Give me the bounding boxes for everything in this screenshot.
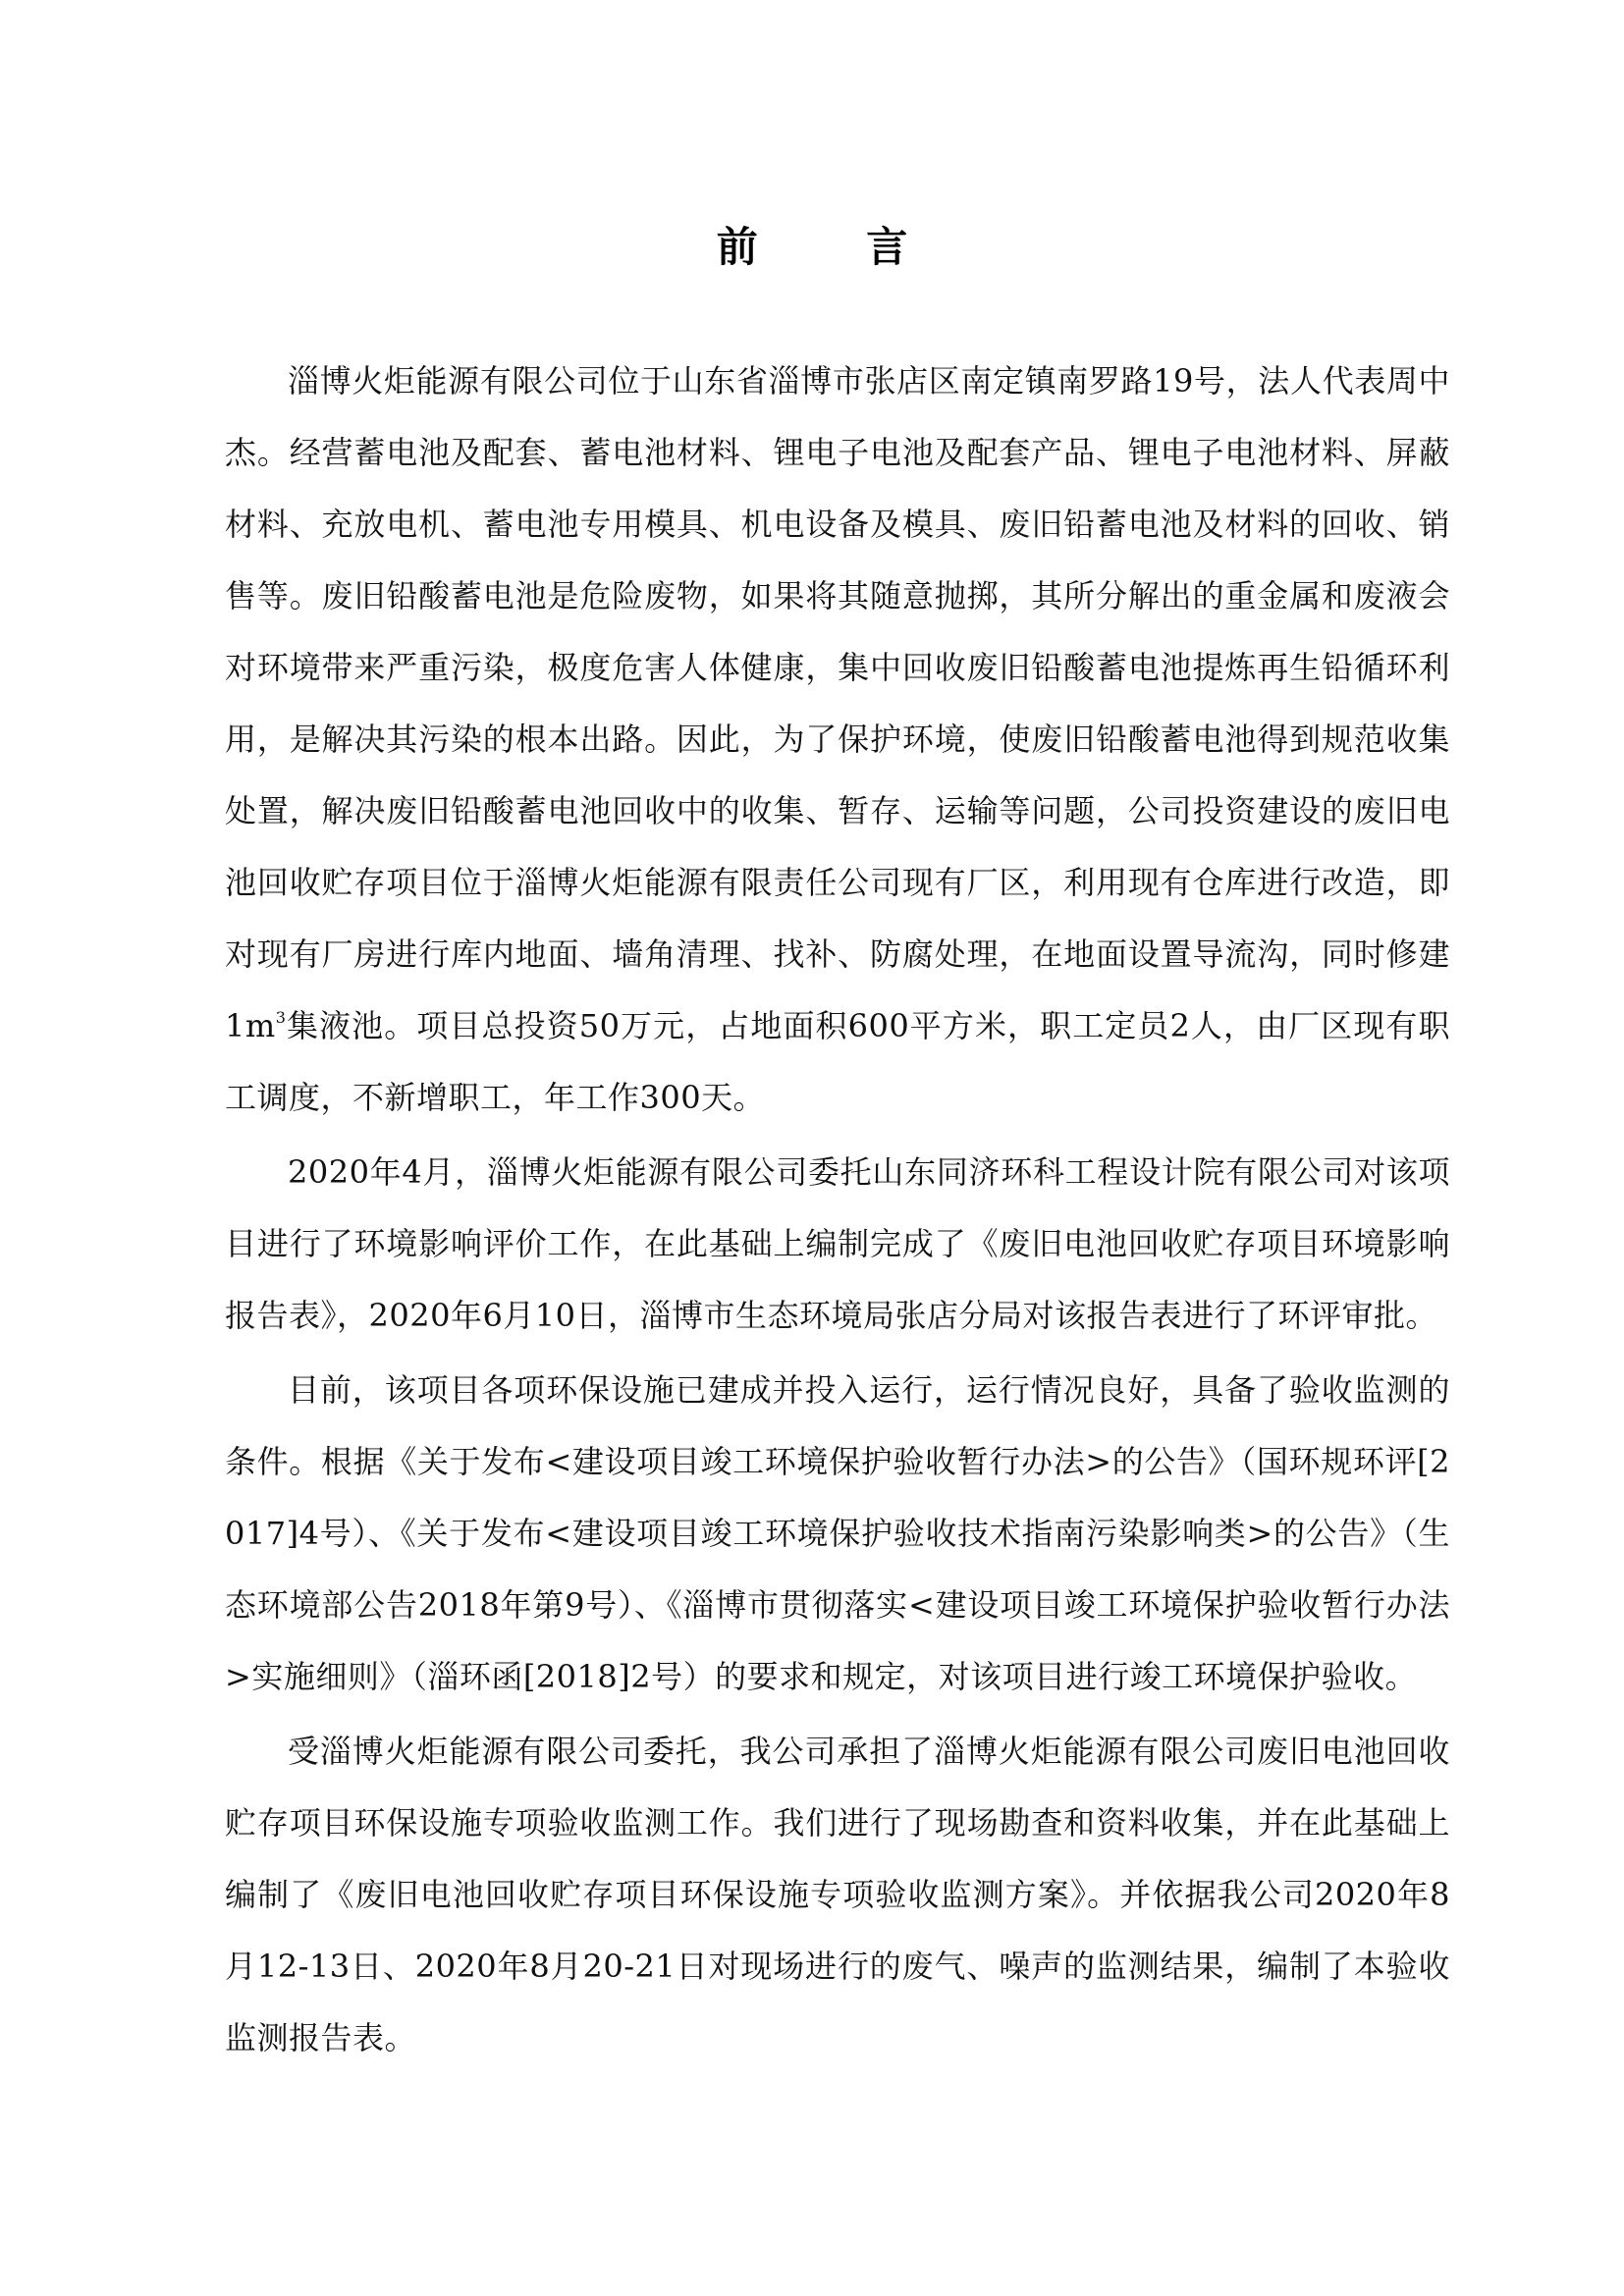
paragraph-monitoring-work: 受淄博火炬能源有限公司委托，我公司承担了淄博火炬能源有限公司废旧电池回收贮存项目环保设施专项验收监测工作。我们进行了现场勘查和资料收集，并在此基础上编制了《废旧电池回收贮存项目环保设施专项验收监测方案》。并依据我公司2020年8月12-13日、2020年8月20-21日对现场进行的废气、噪声的监测结果，编制了本验收监测报告表。 — [225, 1733, 1450, 2056]
paragraph-1-text-continued: 集液池。项目总投资50万元，占地面积600平方米，职工定员2人，由厂区现有职工调度，不新增职工，年工作300天。 — [225, 1007, 1450, 1116]
document-body — [225, 346, 1450, 2077]
paragraph-project-overview — [225, 346, 1450, 1134]
page-title: 前 言 — [716, 223, 955, 271]
paragraph-1-text: 淄博火炬能源有限公司位于山东省淄博市张店区南定镇南罗路19号，法人代表周中杰。经营蓄电池及配套、蓄电池材料、锂电子电池及配套产品、锂电子电池材料、屏蔽材料、充放电机、蓄电池专用模具、机电设备及模具、废旧铅蓄电池及材料的回收、销售等。废旧铅酸蓄电池是危险废物，如果将其随意抛掷，其所分解出的重金属和废液会对环境带来严重污染，极度危害人体健康，集中回收废旧铅酸蓄电池提炼再生铅循环利用，是解决其污染的根本出路。因此，为了保护环境，使废旧铅酸蓄电池得到规范收集处置，解决废旧铅酸蓄电池回收中的收集、暂存、运输等问题，公司投资建设的废旧电池回收贮存项目位于淄博火炬能源有限责任公司现有厂区，利用现有仓库进行改造，即对现有厂房进行库内地面、墙角清理、找补、防腐处理，在地面设置导流沟，同时修建1m — [225, 362, 1450, 1044]
cubic-meter-superscript: 3 — [275, 1008, 287, 1027]
paragraph-eia-history: 2020年4月，淄博火炬能源有限公司委托山东同济环科工程设计院有限公司对该项目进行了环境影响评价工作，在此基础上编制完成了《废旧电池回收贮存项目环境影响报告表》，2020年6月10日，淄博市生态环境局张店分局对该报告表进行了环评审批。 — [225, 1153, 1450, 1334]
paragraph-acceptance-basis: 目前，该项目各项环保设施已建成并投入运行，运行情况良好，具备了验收监测的条件。根据《关于发布<建设项目竣工环境保护验收暂行办法>的公告》（国环规环评[2017]4号）、《关于发布<建设项目竣工环境保护验收技术指南污染影响类>的公告》（生态环境部公告2018年第9号）、《淄博市贯彻落实<建设项目竣工环境保护验收暂行办法>实施细则》（淄环函[2018]2号）的要求和规定，对该项目进行竣工环境保护验收。 — [225, 1371, 1450, 1695]
